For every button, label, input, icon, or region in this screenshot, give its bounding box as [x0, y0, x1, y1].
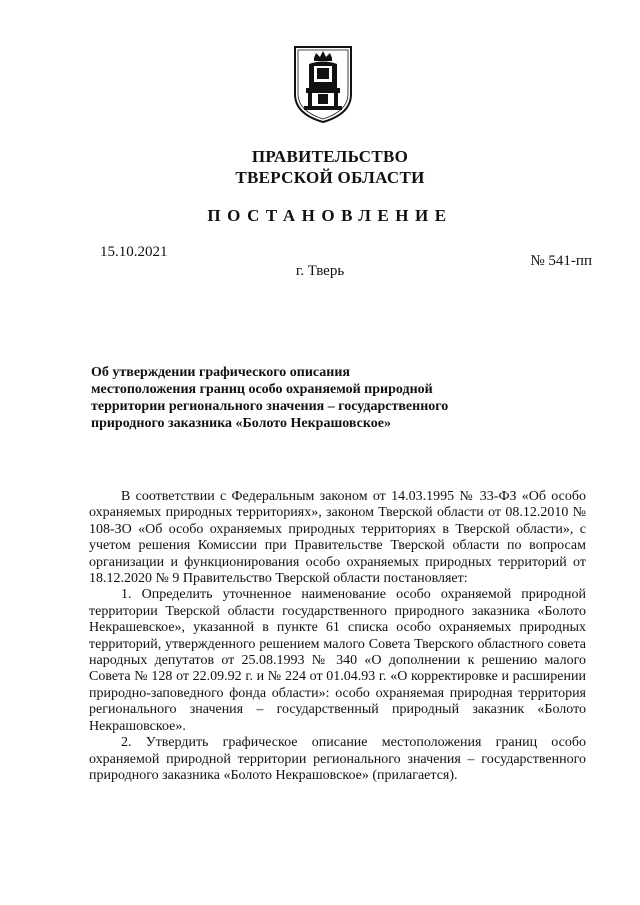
- organization-name-line1: ПРАВИТЕЛЬСТВО: [251, 147, 409, 166]
- body-paragraph-item-2: 2. Утвердить графическое описание местоположения границ особо охраняемой природной территории регионального значения – государственного природного заказника «Болото Некрашовское» (прилагается).: [89, 735, 586, 783]
- coat-of-arms-icon: [292, 44, 354, 124]
- organization-name-line2: ТВЕРСКОЙ ОБЛАСТИ: [235, 168, 425, 187]
- document-city: г. Тверь: [295, 263, 345, 279]
- document-number: № 541-пп: [530, 253, 592, 269]
- body-paragraph-item-1: 1. Определить уточненное наименование особо охраняемой природной территории Тверской области государственного природного заказника «Болото Некрашевское», указанной в пункте 61 списка особо охраняемых природных территорий, утвержденного решением малого Совета Тверского областного совета народных депутатов от 25.08.1993 № 340 «О дополнении к решению малого Совета № 128 от 22.09.92 г. и № 224 от 01.04.93 г. «О корректировке и расширении природно-заповедного фонда области»: особо охраняемая природная территория регионального значения – государственный природный заказник «Болото Некрашовское».: [89, 587, 586, 734]
- body-paragraph-preamble: В соответствии с Федеральным законом от 14.03.1995 № 33-ФЗ «Об особо охраняемых природных территориях», законом Тверской области от 08.12.2010 № 108-ЗО «Об особо охраняемых природных территориях в Тверской области», с учетом решения Комиссии при Правительстве Тверской области по вопросам организации и функционирования особо охраняемых природных территорий от 18.12.2020 № 9 Правительство Тверской области постановляет:: [89, 489, 586, 587]
- document-date: 15.10.2021: [100, 244, 168, 260]
- document-body: [89, 489, 586, 784]
- document-subject: Об утверждении графического описания местоположения границ особо охраняемой природной территории регионального значения – государственного природного заказника «Болото Некрашовское»: [91, 365, 449, 431]
- document-type: ПОСТАНОВЛЕНИЕ: [207, 206, 453, 225]
